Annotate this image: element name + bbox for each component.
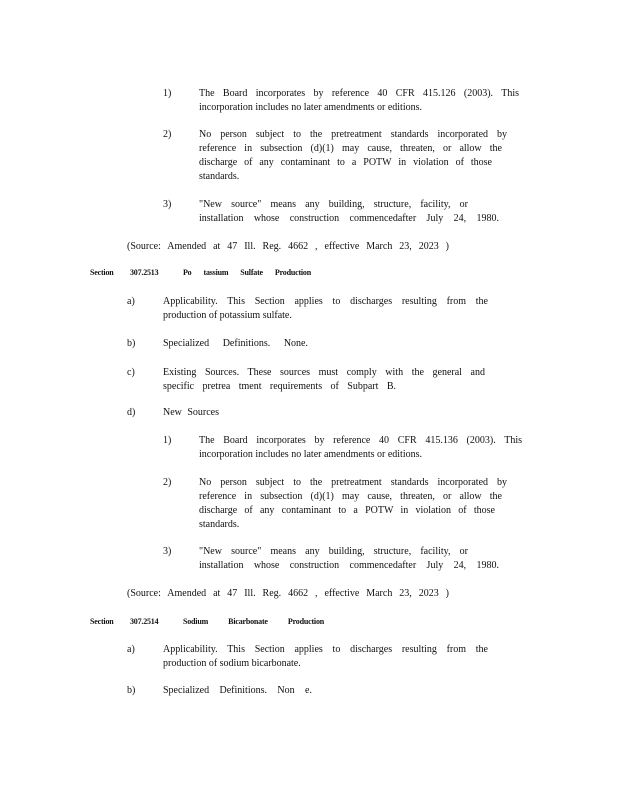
item-text-line: discharge of any contaminant to a POTW in violation of those [199, 157, 492, 168]
item-text-line: incorporation includes no later amendments or editions. [199, 102, 422, 113]
item-text-line: standards. [199, 519, 240, 530]
item-text-line: installation whose construction commencedafter July 24, 1980. [199, 560, 499, 571]
source-note: (Source: Amended at 47 Ill. Reg. 4662 , effective March 23, 2023 ) [127, 588, 449, 599]
item-text-line: The Board incorporates by reference 40 CFR 415.136 (2003). This [199, 435, 522, 446]
item-number: 1) [163, 88, 172, 99]
subsection-letter: b) [127, 685, 136, 696]
subsection-text-line: production of sodium bicarbonate. [163, 658, 301, 669]
source-note: (Source: Amended at 47 Ill. Reg. 4662 , effective March 23, 2023 ) [127, 241, 449, 252]
section-number: 307.2514 [130, 617, 159, 626]
item-text-line: incorporation includes no later amendments or editions. [199, 449, 422, 460]
section-title: Sodium Bicarbonate Production [183, 617, 324, 626]
subsection-letter: b) [127, 338, 136, 349]
item-text-line: "New source" means any building, structure, facility, or [199, 546, 468, 557]
item-text-line: No person subject to the pretreatment standards incorporated by [199, 129, 507, 140]
subsection-letter: d) [127, 407, 136, 418]
item-text-line: The Board incorporates by reference 40 CFR 415.126 (2003). This [199, 88, 519, 99]
subsection-text-line: Existing Sources. These sources must comply with the general and [163, 367, 485, 378]
subsection-text-line: specific pretrea tment requirements of Subpart B. [163, 381, 396, 392]
item-text-line: reference in subsection (d)(1) may cause, threaten, or allow the [199, 143, 502, 154]
subsection-text: Specialized Definitions. None. [163, 338, 308, 349]
item-text-line: discharge of any contaminant to a POTW in violation of those [199, 505, 495, 516]
subsection-text-line: Applicability. This Section applies to discharges resulting from the [163, 644, 488, 655]
section-label: Section [90, 617, 114, 626]
item-number: 3) [163, 546, 172, 557]
item-text-line: "New source" means any building, structure, facility, or [199, 199, 468, 210]
item-text-line: standards. [199, 171, 240, 182]
subsection-letter: c) [127, 367, 135, 378]
section-number: 307.2513 [130, 268, 159, 277]
section-label: Section [90, 268, 114, 277]
subsection-text: New Sources [163, 407, 219, 418]
subsection-text: Specialized Definitions. Non e. [163, 685, 312, 696]
section-title: Po tassium Sulfate Production [183, 268, 311, 277]
subsection-text-line: production of potassium sulfate. [163, 310, 292, 321]
item-number: 2) [163, 129, 172, 140]
item-number: 3) [163, 199, 172, 210]
item-number: 2) [163, 477, 172, 488]
item-number: 1) [163, 435, 172, 446]
subsection-letter: a) [127, 296, 135, 307]
item-text-line: installation whose construction commencedafter July 24, 1980. [199, 213, 499, 224]
subsection-text-line: Applicability. This Section applies to discharges resulting from the [163, 296, 488, 307]
item-text-line: No person subject to the pretreatment standards incorporated by [199, 477, 507, 488]
subsection-letter: a) [127, 644, 135, 655]
item-text-line: reference in subsection (d)(1) may cause, threaten, or allow the [199, 491, 502, 502]
